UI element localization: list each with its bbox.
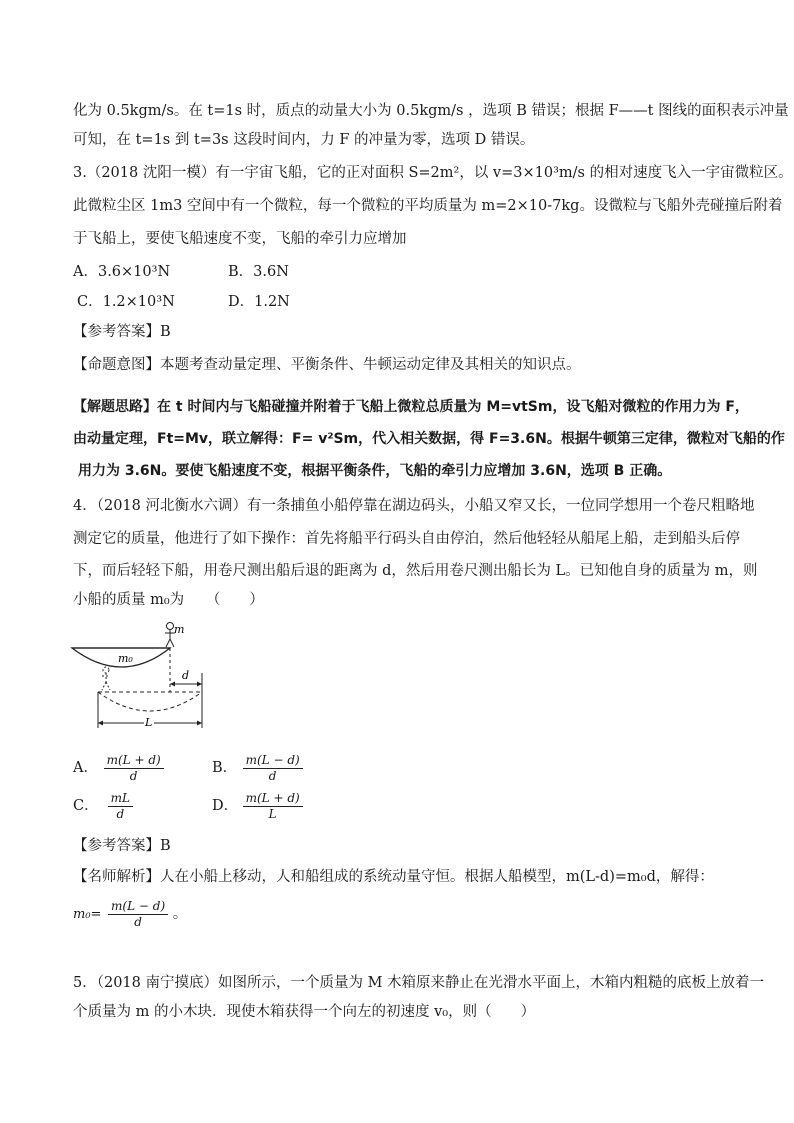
fraction-numerator: m(L + d) <box>104 753 164 769</box>
analysis-text: 【名师解析】人在小船上移动，人和船组成的系统动量守恒。根据人船模型，m(L-d)=m₀d，解得： <box>73 869 714 885</box>
option-d <box>212 786 303 826</box>
option-d-label: D． <box>212 798 239 814</box>
fraction-numerator: m(L − d) <box>243 753 303 769</box>
question-5-stem: 个质量为 m 的小木块．现使木箱获得一个向左的初速度 v₀，则（ ） <box>73 1004 536 1020</box>
option-b <box>212 748 303 788</box>
option-d: D．1.2N <box>228 294 290 310</box>
option-a-label: A． <box>73 760 98 776</box>
option-a <box>73 748 164 788</box>
fraction-denominator: d <box>129 768 138 783</box>
fraction-denominator: d <box>116 806 125 821</box>
text-line: 化为 0.5kgm/s。在 t=1s 时，质点的动量大小为 0.5kgm/s ，选项 B 错误；根据 F——t 图线的面积表示冲量 <box>73 103 789 119</box>
question-5-stem: 5．（2018 南宁摸底）如图所示，一个质量为 M 木箱原来静止在光滑水平面上，木箱内粗糙的底板上放着一 <box>73 975 765 991</box>
boat-diagram <box>70 618 210 730</box>
fraction-numerator: m(L + d) <box>243 791 303 807</box>
option-c-fraction <box>108 791 133 822</box>
option-a-fraction <box>104 753 164 784</box>
question-4-stem: 4．（2018 河北衡水六调）有一条捕鱼小船停靠在湖边码头，小船又窄又长，一位同学想用一个卷尺粗略地 <box>73 498 755 514</box>
solution-idea: 【解题思路】在 t 时间内与飞船碰撞并附着于飞船上微粒总质量为 M=vtSm，设飞船对微粒的作用力为 F， <box>73 399 749 415</box>
fraction-denominator: d <box>134 914 142 929</box>
fraction-denominator: d <box>268 768 277 783</box>
fraction-numerator: mL <box>108 791 133 807</box>
intent-text: 【命题意图】本题考查动量定理、平衡条件、牛顿运动定律及其相关的知识点。 <box>73 357 581 373</box>
mass-m-label: m <box>174 623 185 636</box>
question-4-stem: 下，而后轻轻下船，用卷尺测出船后退的距离为 d，然后用卷尺测出船长为 L。已知他自身的质量为 m，则 <box>73 563 758 579</box>
length-l-label: L <box>145 716 153 729</box>
solution-lhs: m₀= <box>73 907 102 922</box>
solution-end: 。 <box>172 906 188 922</box>
option-c-label: C． <box>73 798 99 814</box>
option-b: B．3.6N <box>228 264 289 280</box>
mass-m0-label: m₀ <box>118 652 133 665</box>
solution-idea: 由动量定理，Ft=Mv，联立解得：F= v²Sm，代入相关数据，得 F=3.6N。根据牛顿第三定律，微粒对飞船的作 <box>73 431 785 447</box>
option-d-fraction <box>243 791 303 822</box>
fraction-numerator: m(L − d) <box>108 899 168 915</box>
solution-fraction <box>108 899 168 930</box>
question-3-stem: 3.（2018 沈阳一模）有一宇宙飞船，它的正对面积 S=2m²，以 v=3×10³m/s 的相对速度飞入一宇宙微粒区。 <box>73 165 793 181</box>
question-3-stem: 于飞船上，要使飞船速度不变，飞船的牵引力应增加 <box>73 231 407 247</box>
answer-label: 【参考答案】B <box>73 838 171 854</box>
option-a: A．3.6×10³N <box>73 264 171 280</box>
question-4-stem: 小船的质量 m₀为 （ ） <box>73 592 264 608</box>
solution-idea: 用力为 3.6N。要使飞船速度不变，根据平衡条件，飞船的牵引力应增加 3.6N，选项 B 正确。 <box>78 463 672 479</box>
distance-d-label: d <box>182 669 190 682</box>
answer-label: 【参考答案】B <box>73 324 171 340</box>
question-3-stem: 此微粒尘区 1m3 空间中有一个微粒，每一个微粒的平均质量为 m=2×10-7kg。设微粒与飞船外壳碰撞后附着 <box>73 198 783 214</box>
option-c <box>73 786 133 826</box>
option-b-fraction <box>243 753 303 784</box>
solution-equation <box>73 894 187 934</box>
option-c: C．1.2×10³N <box>77 294 175 310</box>
fraction-denominator: L <box>268 806 277 821</box>
text-line: 可知，在 t=1s 到 t=3s 这段时间内，力 F 的冲量为零，选项 D 错误。 <box>73 132 535 148</box>
option-b-label: B． <box>212 760 238 776</box>
question-4-stem: 测定它的质量，他进行了如下操作：首先将船平行码头自由停泊，然后他轻轻从船尾上船，走到船头后停 <box>73 531 740 547</box>
